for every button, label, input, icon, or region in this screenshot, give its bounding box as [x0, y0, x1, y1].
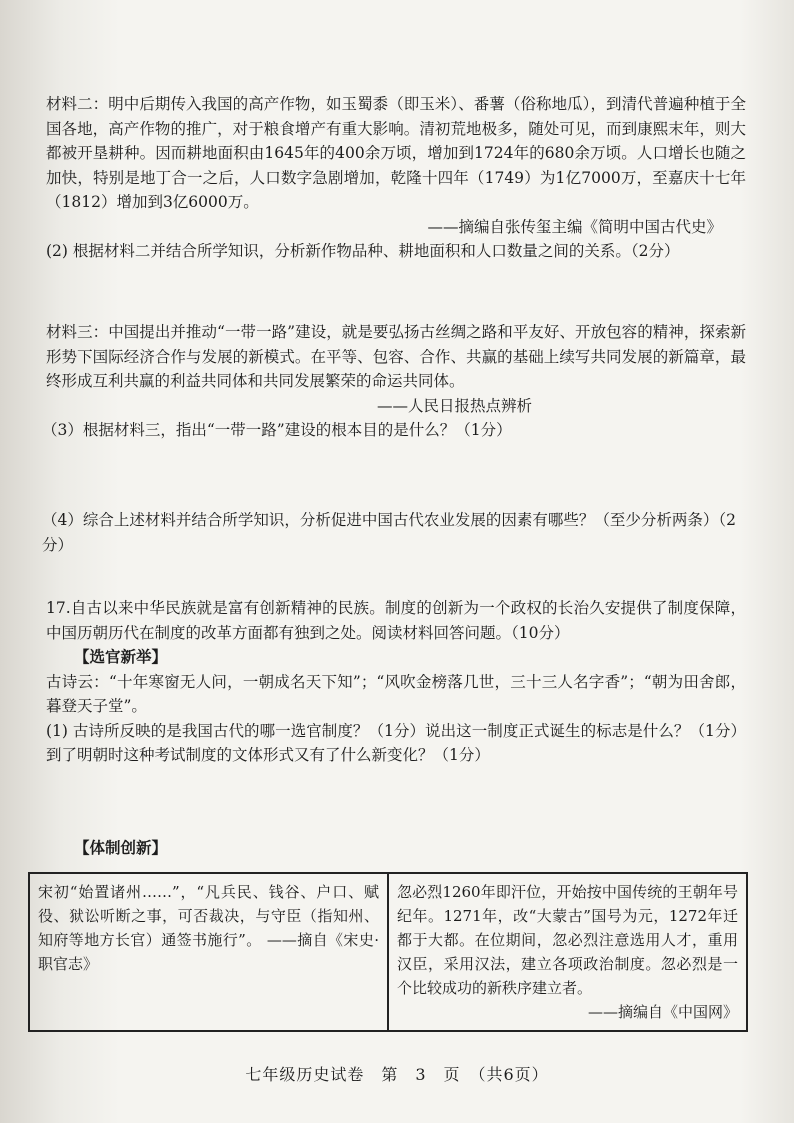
- song-material-cell: [29, 873, 388, 1031]
- table-row: [29, 873, 747, 1031]
- yuan-material-source: ——摘编自《中国网》: [587, 1003, 738, 1021]
- question-4: （4）综合上述材料并结合所学知识，分析促进中国古代农业发展的因素有哪些？（至少分析两条）（2分）: [42, 511, 736, 554]
- heading-system-innovation: 【体制创新】: [74, 838, 168, 857]
- heading-system-innovation-block: [46, 836, 746, 861]
- song-material-source: ——摘自《宋史·职官志》: [38, 931, 379, 973]
- question-17-block: [46, 596, 746, 768]
- comparison-table: [28, 872, 748, 1032]
- question-3: （3）根据材料三，指出“一带一路”建设的根本目的是什么？（1分）: [42, 421, 512, 439]
- material-3-source: ——人民日报热点辨析: [376, 396, 532, 415]
- page-footer: 七年级历史试卷 第 3 页 （共6页）: [245, 1065, 549, 1084]
- question-17-intro: 17.自古以来中华民族就是富有创新精神的民族。制度的创新为一个政权的长治久安提供了制度保障，中国历朝历代在制度的改革方面都有独到之处。阅读材料回答问题。（10分）: [46, 599, 746, 642]
- material-3-text: 材料三：中国提出并推动“一带一路”建设，就是要弘扬古丝绸之路和平友好、开放包容的精神，探索新形势下国际经济合作与发展的新模式。在平等、包容、合作、共赢的基础上续写共同发展的新篇章，最终形成互利共赢的利益共同体和共同发展繁荣的命运共同体。: [46, 323, 746, 390]
- material-2-text: 材料二：明中后期传入我国的高产作物，如玉蜀黍（即玉米）、番薯（俗称地瓜），到清代普遍种植于全国各地，高产作物的推广，对于粮食增产有重大影响。清初荒地极多，随处可见，而到康熙末年，则大都被开垦耕种。因而耕地面积由1645年的400余万顷，增加到1724年的680余万顷。人口增长也随之加快，特别是地丁合一之后，人口数字急剧增加，乾隆十四年（1749）为1亿7000万，至嘉庆十七年（1812）增加到3亿6000万。: [46, 95, 746, 211]
- material-2-source: ——摘编自张传玺主编《简明中国古代史》: [427, 217, 722, 236]
- ancient-poem: 古诗云：“十年寒窗无人问，一朝成名天下知”；“风吹金榜落几世，三十三人名字香”；“朝为田舍郎，暮登天子堂”。: [46, 672, 746, 715]
- material-2-block: [46, 92, 746, 264]
- song-material-text: 宋初“始置诸州……”，“凡兵民、钱谷、户口、赋役、狱讼听断之事，可否裁决，与守臣（指知州、知府等地方长官）通签书施行”。: [38, 883, 379, 949]
- yuan-material-cell: [388, 873, 747, 1031]
- material-3-block: [42, 320, 746, 443]
- question-17-1: (1) 古诗所反映的是我国古代的哪一选官制度？（1分）说出这一制度正式诞生的标志是什么？（1分）到了明朝时这种考试制度的文体形式又有了什么新变化？（1分）: [46, 721, 746, 764]
- yuan-material-text: 忽必烈1260年即汗位，开始按中国传统的王朝年号纪年。1271年，改“大蒙古”国号为元，1272年迁都于大都。在位期间，忽必烈注意选用人才，重用汉臣，采用汉法，建立各项政治制度。忽必烈是一个比较成功的新秩序建立者。: [397, 883, 738, 997]
- question-2: (2) 根据材料二并结合所学知识，分析新作物品种、耕地面积和人口数量之间的关系。（2分）: [46, 242, 680, 260]
- heading-official-selection: 【选官新举】: [74, 647, 168, 666]
- question-4-block: [42, 508, 746, 557]
